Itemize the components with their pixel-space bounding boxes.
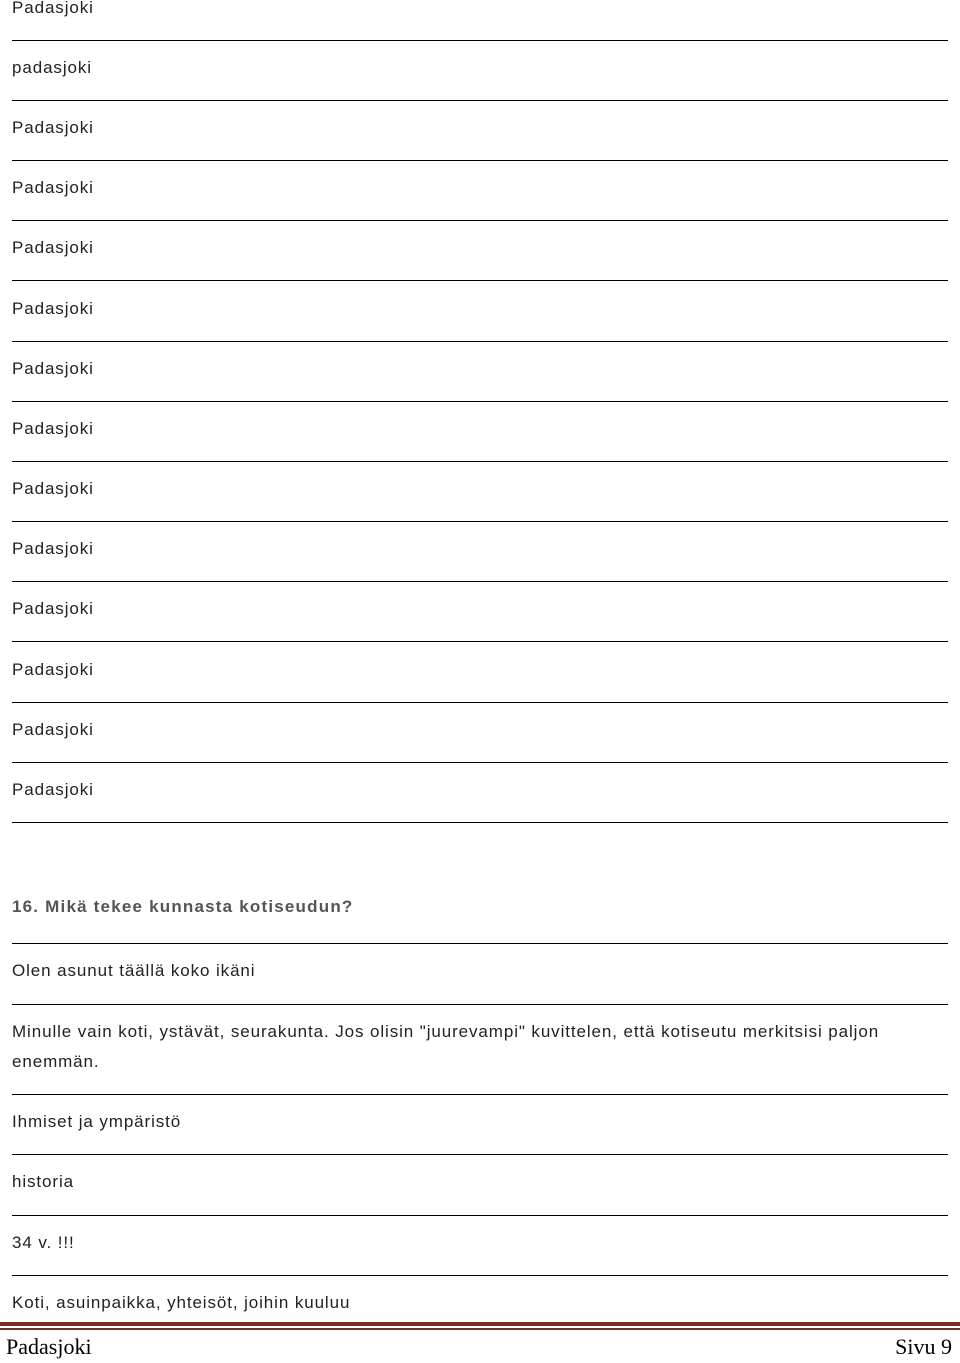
footer-rule-thin: [0, 1328, 960, 1330]
divider: [12, 822, 948, 823]
answer-row: [12, 1094, 948, 1156]
answer-text: Padasjoki: [12, 178, 94, 197]
divider: [12, 40, 948, 41]
answer-row: [12, 943, 948, 1005]
footer-rule: [0, 1322, 960, 1326]
answer-row: [12, 53, 948, 103]
divider: [12, 762, 948, 763]
divider: [12, 1094, 948, 1095]
answer-text: Padasjoki: [12, 359, 94, 378]
divider: [12, 160, 948, 161]
divider: [12, 341, 948, 342]
answer-row: [12, 113, 948, 163]
divider: [12, 1215, 948, 1216]
answer-row: [12, 594, 948, 644]
answer-row: [12, 474, 948, 524]
divider: [12, 641, 948, 642]
answer-text: Padasjoki: [12, 238, 94, 257]
answer-text: Padasjoki: [12, 599, 94, 618]
answer-row: [12, 173, 948, 223]
answer-row: [12, 414, 948, 464]
divider: [12, 1154, 948, 1155]
divider: [12, 401, 948, 402]
answer-text: Minulle vain koti, ystävät, seurakunta. Jos olisin "juurevampi" kuvittelen, että kotiseutu merkitsisi paljon enemmän.: [12, 1022, 880, 1071]
answer-text: Padasjoki: [12, 660, 94, 679]
answer-text: Ihmiset ja ympäristö: [12, 1112, 182, 1131]
divider: [12, 1004, 948, 1005]
answer-row: [12, 1215, 948, 1277]
divider: [12, 521, 948, 522]
answer-row: [12, 233, 948, 283]
answer-row: [12, 1004, 948, 1096]
answer-text: Koti, asuinpaikka, yhteisöt, joihin kuuluu: [12, 1293, 351, 1312]
answer-row: [12, 715, 948, 765]
answer-text: Padasjoki: [12, 539, 94, 558]
footer-title: Padasjoki: [6, 1334, 92, 1359]
question-heading: 16. Mikä tekee kunnasta kotiseudun?: [12, 897, 354, 916]
divider: [12, 943, 948, 944]
answer-row: [12, 1154, 948, 1216]
answer-text: padasjoki: [12, 58, 92, 77]
answer-text: Padasjoki: [12, 0, 94, 17]
answer-text: Padasjoki: [12, 419, 94, 438]
answer-text: Olen asunut täällä koko ikäni: [12, 961, 256, 980]
answer-row: [12, 294, 948, 344]
answer-text: Padasjoki: [12, 479, 94, 498]
answer-text: Padasjoki: [12, 299, 94, 318]
answer-text: Padasjoki: [12, 720, 94, 739]
answer-row: [12, 354, 948, 404]
divider: [12, 581, 948, 582]
answer-row: [12, 775, 948, 825]
answer-row: [12, 0, 948, 43]
divider: [12, 220, 948, 221]
answer-text: Padasjoki: [12, 118, 94, 137]
answer-text: Padasjoki: [12, 780, 94, 799]
divider: [12, 702, 948, 703]
answer-text: historia: [12, 1172, 75, 1191]
divider: [12, 461, 948, 462]
answer-row: [12, 534, 948, 584]
divider: [12, 1275, 948, 1276]
answer-text: 34 v. !!!: [12, 1233, 75, 1252]
divider: [12, 100, 948, 101]
answer-row: [12, 655, 948, 705]
divider: [12, 280, 948, 281]
page-number: Sivu 9: [895, 1334, 952, 1359]
answer-row: [12, 1275, 948, 1320]
